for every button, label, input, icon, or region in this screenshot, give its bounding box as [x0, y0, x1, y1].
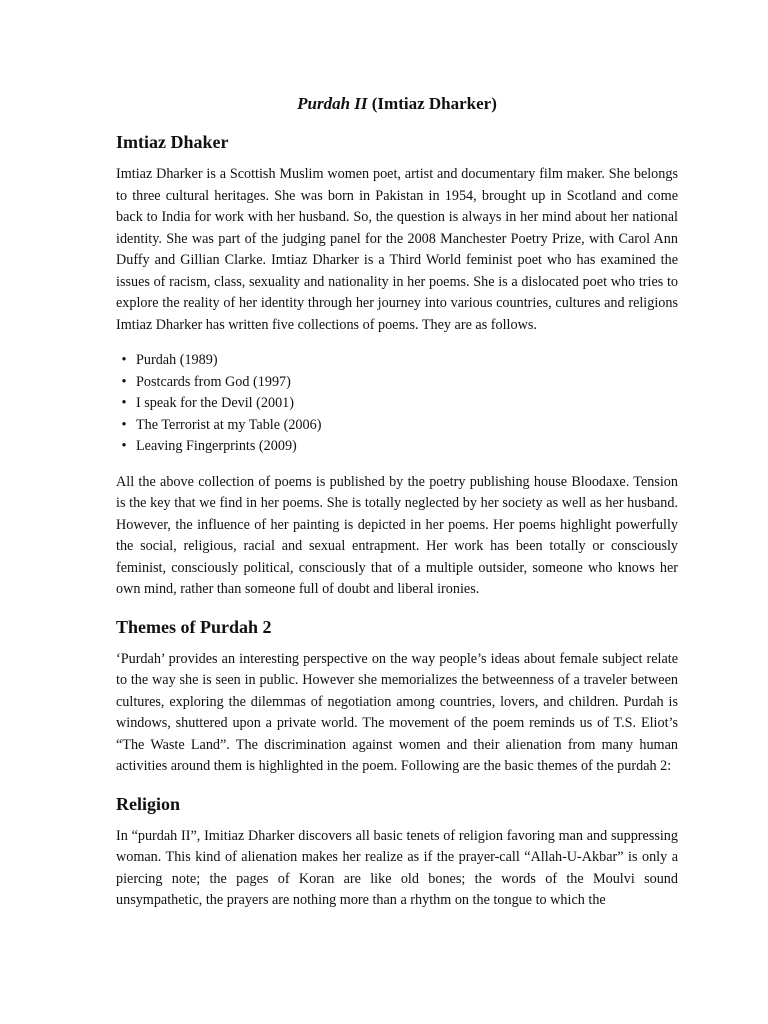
- list-item: [121, 415, 678, 437]
- bullet-icon: •: [121, 373, 127, 390]
- list-item-text: The Terrorist at my Table (2006): [136, 416, 322, 433]
- paragraph-biography: Imtiaz Dharker is a Scottish Muslim women poet, artist and documentary film maker. She belongs to three cultural heritages. She was born in Pakistan in 1954, brought up in Scotland and come back to India for work with her husband. So, the question is always in her mind about her national identity. She was part of the judging panel for the 2008 Manchester Poetry Prize, with Carol Ann Duffy and Gillian Clarke. Imtiaz Dharker is a Third World feminist poet who has examined the issues of racism, class, sexuality and nationality in her poems. She is a dislocated poet who tries to explore the reality of her identity through her journey into various countries, cultures and religions Imtiaz Dharker has written five collections of poems. They are as follows.: [116, 166, 678, 333]
- collections-list: [116, 350, 678, 458]
- document-title: [116, 92, 678, 116]
- section-heading-imtiaz-dhaker: Imtiaz Dhaker: [116, 132, 229, 152]
- paragraph-bloodaxe: All the above collection of poems is published by the poetry publishing house Bloodaxe. Tension is the key that we find in her poems. She is totally neglected by her society as well as her husband. However, the influence of her painting is depicted in her poems. Her poems highlight powerfully the social, religious, racial and sexual entrapment. Her work has been totally or consciously feminist, consciously political, consciously that of a multiple outsider, someone who knows her own mind, rather than someone full of doubt and liberal ironies.: [116, 473, 678, 597]
- document-page: [116, 92, 678, 926]
- list-item: [121, 350, 678, 372]
- list-item: [121, 372, 678, 394]
- bullet-icon: •: [121, 352, 127, 368]
- document-title-italic: Purdah II: [297, 94, 368, 113]
- section-heading-religion: Religion: [116, 793, 181, 814]
- bullet-icon: •: [121, 416, 127, 433]
- list-item-text: Postcards from God (1997): [136, 373, 291, 390]
- bullet-icon: •: [121, 438, 127, 454]
- list-item-text: Purdah (1989): [136, 352, 218, 368]
- paragraph-religion: In “purdah II”, Imitiaz Dharker discovers all basic tenets of religion favoring man and suppressing woman. This kind of alienation makes her realize as if the prayer-call “Allah-U-Akbar” is only a piercing note; the pages of Koran are like old bones; the words of the Moulvi sound unsympathetic, the prayers are nothing more than a rhythm on the tongue to which the: [116, 827, 678, 908]
- paragraph-themes: ‘Purdah’ provides an interesting perspective on the way people’s ideas about female subject relate to the way she is seen in public. However she memorializes the betweenness of a traveler between cultures, exploring the dilemmas of negotiation among countries, lovers, and children. Purdah is windows, shuttered upon a private world. The movement of the poem reminds us of T.S. Eliot’s “The Waste Land”. The discrimination against women and their alienation from many human activities around them is highlighted in the poem. Following are the basic themes of the purdah 2:: [116, 650, 678, 774]
- bullet-icon: •: [121, 395, 127, 411]
- document-title-rest: (Imtiaz Dharker): [367, 94, 497, 113]
- list-item-text: Leaving Fingerprints (2009): [136, 438, 297, 454]
- list-item-text: I speak for the Devil (2001): [136, 395, 294, 411]
- list-item: [121, 436, 678, 458]
- section-heading-themes: Themes of Purdah 2: [116, 616, 272, 637]
- list-item: [121, 393, 678, 415]
